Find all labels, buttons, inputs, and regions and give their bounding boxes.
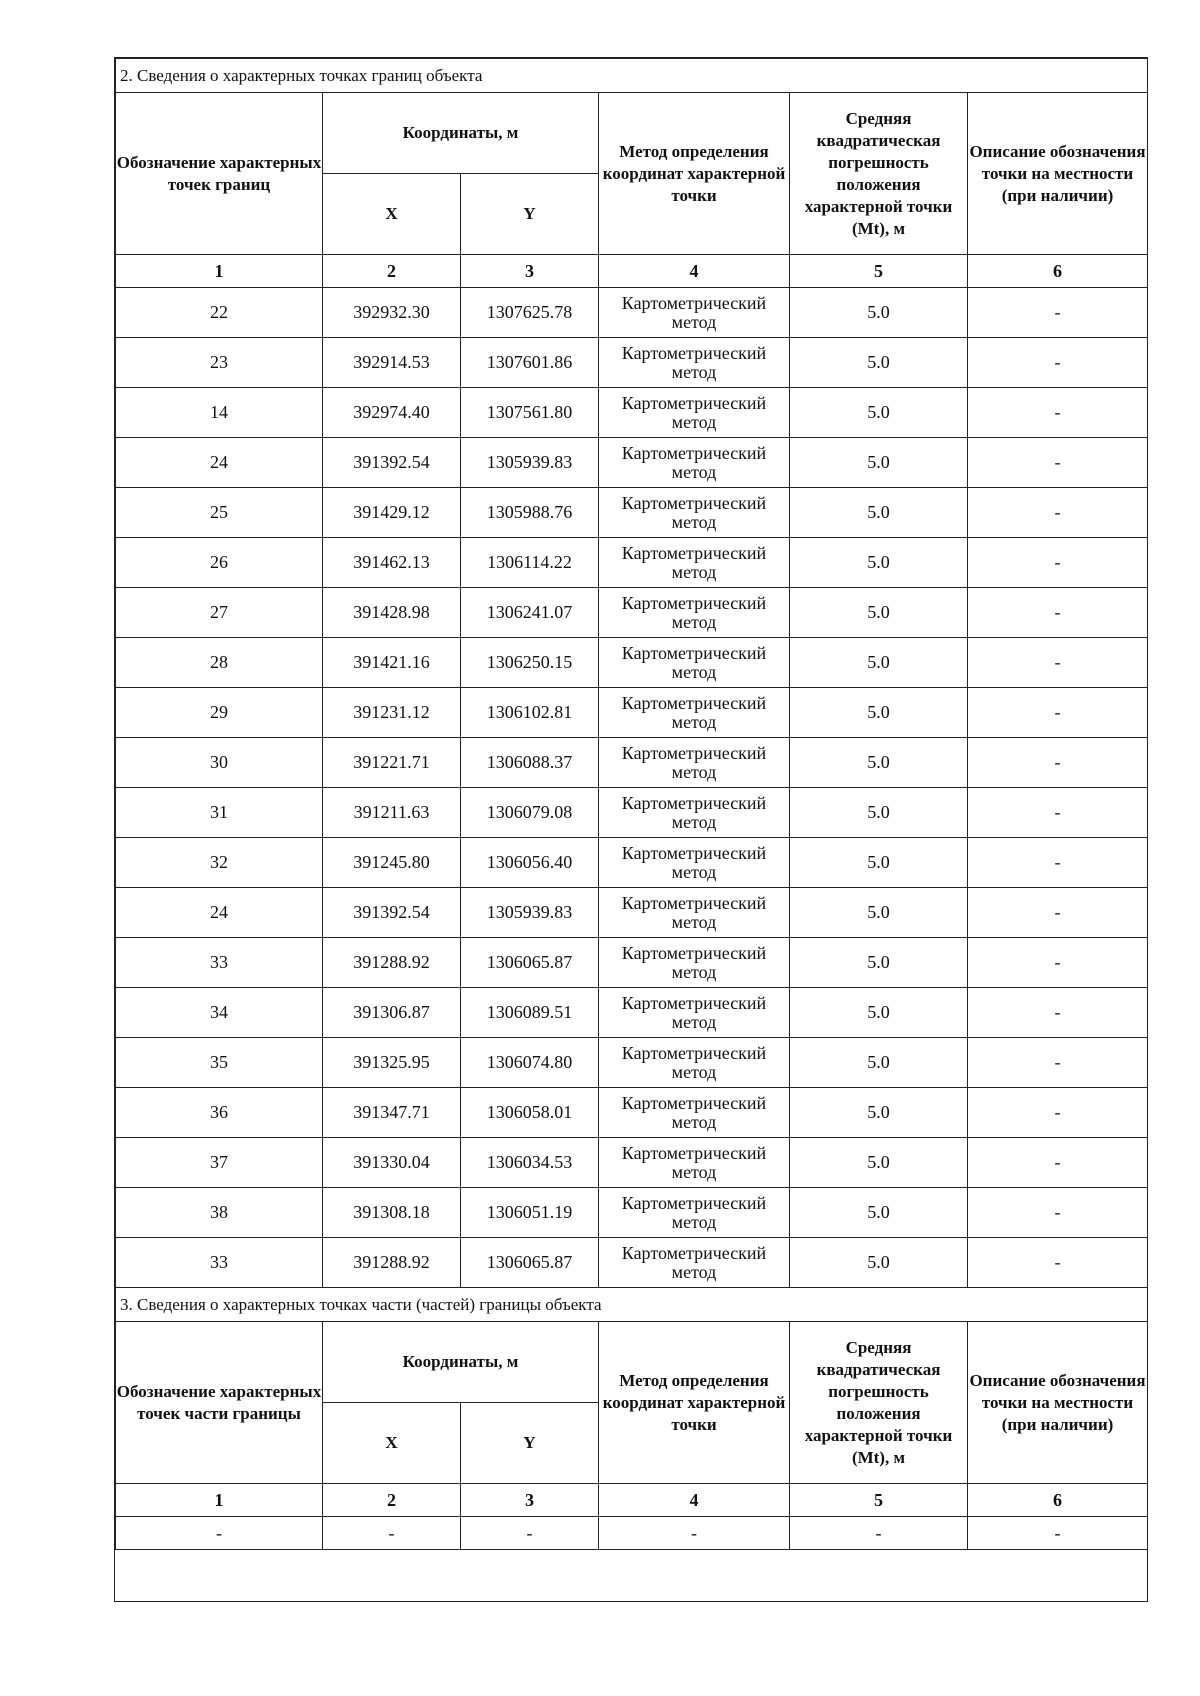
header-coordinates: Координаты, м — [323, 1322, 599, 1403]
coordinate-y: 1306250.15 — [461, 638, 599, 688]
accuracy-value: 5.0 — [790, 888, 968, 938]
point-number: 24 — [116, 438, 323, 488]
coordinate-x: 392974.40 — [323, 388, 461, 438]
point-description: - — [968, 1138, 1148, 1188]
method: - — [599, 1517, 790, 1550]
table-row — [116, 588, 1148, 638]
coordinate-y: - — [461, 1517, 599, 1550]
point-number: 26 — [116, 538, 323, 588]
accuracy-value: 5.0 — [790, 938, 968, 988]
column-number: 1 — [116, 255, 323, 288]
table-row — [116, 388, 1148, 438]
blank-footer-row — [116, 1550, 1148, 1580]
method: Картометрический метод — [599, 1038, 790, 1088]
column-number: 3 — [461, 255, 599, 288]
method: Картометрический метод — [599, 488, 790, 538]
table-row — [116, 538, 1148, 588]
point-description: - — [968, 288, 1148, 338]
method: Картометрический метод — [599, 388, 790, 438]
accuracy-value: 5.0 — [790, 438, 968, 488]
method: Картометрический метод — [599, 438, 790, 488]
point-description: - — [968, 738, 1148, 788]
coordinate-x: 391288.92 — [323, 1238, 461, 1288]
coordinate-x: 391308.18 — [323, 1188, 461, 1238]
point-number: 33 — [116, 938, 323, 988]
point-description: - — [968, 638, 1148, 688]
coordinate-x: 391347.71 — [323, 1088, 461, 1138]
coordinate-y: 1306074.80 — [461, 1038, 599, 1088]
coordinate-y: 1307601.86 — [461, 338, 599, 388]
method: Картометрический метод — [599, 288, 790, 338]
method: Картометрический метод — [599, 588, 790, 638]
table-row — [116, 1238, 1148, 1288]
table-row — [116, 838, 1148, 888]
method: Картометрический метод — [599, 838, 790, 888]
point-description: - — [968, 888, 1148, 938]
accuracy-value: 5.0 — [790, 1188, 968, 1238]
point-description: - — [968, 588, 1148, 638]
header-point-designation: Обозначение характерных точек границ — [116, 93, 323, 255]
header-accuracy: Средняя квадратическая погрешность положения характерной точки (Mt), м — [790, 1322, 968, 1484]
point-number: 33 — [116, 1238, 323, 1288]
column-number: 2 — [323, 1484, 461, 1517]
point-number: 38 — [116, 1188, 323, 1238]
coordinate-x: 391231.12 — [323, 688, 461, 738]
coordinate-y: 1306058.01 — [461, 1088, 599, 1138]
column-number: 4 — [599, 1484, 790, 1517]
method: Картометрический метод — [599, 788, 790, 838]
accuracy-value: 5.0 — [790, 1038, 968, 1088]
coordinate-y: 1306102.81 — [461, 688, 599, 738]
accuracy-value: 5.0 — [790, 288, 968, 338]
accuracy-value: 5.0 — [790, 338, 968, 388]
accuracy-value: 5.0 — [790, 788, 968, 838]
header-description: Описание обозначения точки на местности (при наличии) — [968, 93, 1148, 255]
point-number: 36 — [116, 1088, 323, 1138]
point-number: - — [116, 1517, 323, 1550]
section-3-title: 3. Сведения о характерных точках части (частей) границы объекта — [116, 1288, 1148, 1322]
coordinate-x: 391429.12 — [323, 488, 461, 538]
table-row — [116, 1517, 1148, 1550]
accuracy-value: 5.0 — [790, 988, 968, 1038]
coordinate-x: 391245.80 — [323, 838, 461, 888]
header-accuracy: Средняя квадратическая погрешность положения характерной точки (Mt), м — [790, 93, 968, 255]
point-description: - — [968, 1238, 1148, 1288]
coordinate-y: 1306079.08 — [461, 788, 599, 838]
table-row — [116, 1088, 1148, 1138]
coordinate-y: 1306114.22 — [461, 538, 599, 588]
method: Картометрический метод — [599, 888, 790, 938]
coordinate-x: 391392.54 — [323, 888, 461, 938]
coordinate-x: 391330.04 — [323, 1138, 461, 1188]
accuracy-value: 5.0 — [790, 838, 968, 888]
coordinate-x: 391211.63 — [323, 788, 461, 838]
coordinate-y: 1306051.19 — [461, 1188, 599, 1238]
point-description: - — [968, 838, 1148, 888]
coordinate-y: 1306065.87 — [461, 938, 599, 988]
table-row — [116, 1138, 1148, 1188]
column-number: 3 — [461, 1484, 599, 1517]
column-number: 4 — [599, 255, 790, 288]
point-description: - — [968, 1188, 1148, 1238]
point-description: - — [968, 388, 1148, 438]
table-row — [116, 688, 1148, 738]
document-frame — [114, 57, 1148, 1602]
point-number: 35 — [116, 1038, 323, 1088]
point-description: - — [968, 1038, 1148, 1088]
point-number: 34 — [116, 988, 323, 1038]
point-description: - — [968, 1517, 1148, 1550]
table-row — [116, 438, 1148, 488]
coordinate-x: 391428.98 — [323, 588, 461, 638]
table-row — [116, 488, 1148, 538]
point-description: - — [968, 488, 1148, 538]
point-number: 27 — [116, 588, 323, 638]
table-row — [116, 888, 1148, 938]
coordinate-x: 391462.13 — [323, 538, 461, 588]
point-number: 28 — [116, 638, 323, 688]
column-number: 1 — [116, 1484, 323, 1517]
column-number: 6 — [968, 1484, 1148, 1517]
point-description: - — [968, 338, 1148, 388]
accuracy-value: 5.0 — [790, 538, 968, 588]
coordinate-x: 391306.87 — [323, 988, 461, 1038]
point-number: 29 — [116, 688, 323, 738]
column-number: 5 — [790, 1484, 968, 1517]
table-row — [116, 788, 1148, 838]
point-number: 14 — [116, 388, 323, 438]
table-row — [116, 988, 1148, 1038]
method: Картометрический метод — [599, 1238, 790, 1288]
coordinate-y: 1305939.83 — [461, 888, 599, 938]
header-y: Y — [461, 1403, 599, 1484]
point-number: 30 — [116, 738, 323, 788]
coordinate-y: 1306089.51 — [461, 988, 599, 1038]
point-description: - — [968, 1088, 1148, 1138]
table-row — [116, 738, 1148, 788]
point-description: - — [968, 538, 1148, 588]
point-description: - — [968, 438, 1148, 488]
table-row — [116, 288, 1148, 338]
method: Картометрический метод — [599, 688, 790, 738]
point-description: - — [968, 688, 1148, 738]
header-point-designation: Обозначение характерных точек части границы — [116, 1322, 323, 1484]
method: Картометрический метод — [599, 1138, 790, 1188]
header-x: X — [323, 174, 461, 255]
method: Картометрический метод — [599, 1088, 790, 1138]
coordinate-x: 392932.30 — [323, 288, 461, 338]
accuracy-value: 5.0 — [790, 738, 968, 788]
table-row — [116, 1038, 1148, 1088]
method: Картометрический метод — [599, 638, 790, 688]
method: Картометрический метод — [599, 988, 790, 1038]
coordinate-x: 391325.95 — [323, 1038, 461, 1088]
accuracy-value: 5.0 — [790, 488, 968, 538]
point-description: - — [968, 938, 1148, 988]
column-number: 5 — [790, 255, 968, 288]
method: Картометрический метод — [599, 938, 790, 988]
coordinate-y: 1305939.83 — [461, 438, 599, 488]
section-2-title: 2. Сведения о характерных точках границ объекта — [116, 59, 1148, 93]
accuracy-value: 5.0 — [790, 1238, 968, 1288]
point-description: - — [968, 788, 1148, 838]
boundary-points-table — [115, 58, 1148, 1579]
header-method: Метод определения координат характерной точки — [599, 1322, 790, 1484]
header-coordinates: Координаты, м — [323, 93, 599, 174]
point-number: 32 — [116, 838, 323, 888]
point-number: 37 — [116, 1138, 323, 1188]
method: Картометрический метод — [599, 1188, 790, 1238]
table-row — [116, 638, 1148, 688]
accuracy-value: 5.0 — [790, 638, 968, 688]
column-number: 6 — [968, 255, 1148, 288]
header-description: Описание обозначения точки на местности (при наличии) — [968, 1322, 1148, 1484]
point-number: 25 — [116, 488, 323, 538]
header-x: X — [323, 1403, 461, 1484]
header-y: Y — [461, 174, 599, 255]
coordinate-y: 1306056.40 — [461, 838, 599, 888]
table-row — [116, 1188, 1148, 1238]
method: Картометрический метод — [599, 738, 790, 788]
coordinate-y: 1307625.78 — [461, 288, 599, 338]
header-method: Метод определения координат характерной точки — [599, 93, 790, 255]
coordinate-x: 391392.54 — [323, 438, 461, 488]
column-number: 2 — [323, 255, 461, 288]
accuracy-value: 5.0 — [790, 688, 968, 738]
accuracy-value: 5.0 — [790, 1138, 968, 1188]
accuracy-value: 5.0 — [790, 1088, 968, 1138]
point-description: - — [968, 988, 1148, 1038]
accuracy-value: 5.0 — [790, 388, 968, 438]
coordinate-y: 1306065.87 — [461, 1238, 599, 1288]
coordinate-y: 1306241.07 — [461, 588, 599, 638]
coordinate-x: 392914.53 — [323, 338, 461, 388]
accuracy-value: 5.0 — [790, 588, 968, 638]
table-row — [116, 338, 1148, 388]
method: Картометрический метод — [599, 338, 790, 388]
point-number: 23 — [116, 338, 323, 388]
coordinate-x: 391421.16 — [323, 638, 461, 688]
accuracy-value: - — [790, 1517, 968, 1550]
point-number: 31 — [116, 788, 323, 838]
point-number: 24 — [116, 888, 323, 938]
coordinate-x: - — [323, 1517, 461, 1550]
coordinate-y: 1307561.80 — [461, 388, 599, 438]
method: Картометрический метод — [599, 538, 790, 588]
coordinate-x: 391221.71 — [323, 738, 461, 788]
coordinate-x: 391288.92 — [323, 938, 461, 988]
coordinate-y: 1306088.37 — [461, 738, 599, 788]
coordinate-y: 1305988.76 — [461, 488, 599, 538]
point-number: 22 — [116, 288, 323, 338]
table-row — [116, 938, 1148, 988]
coordinate-y: 1306034.53 — [461, 1138, 599, 1188]
